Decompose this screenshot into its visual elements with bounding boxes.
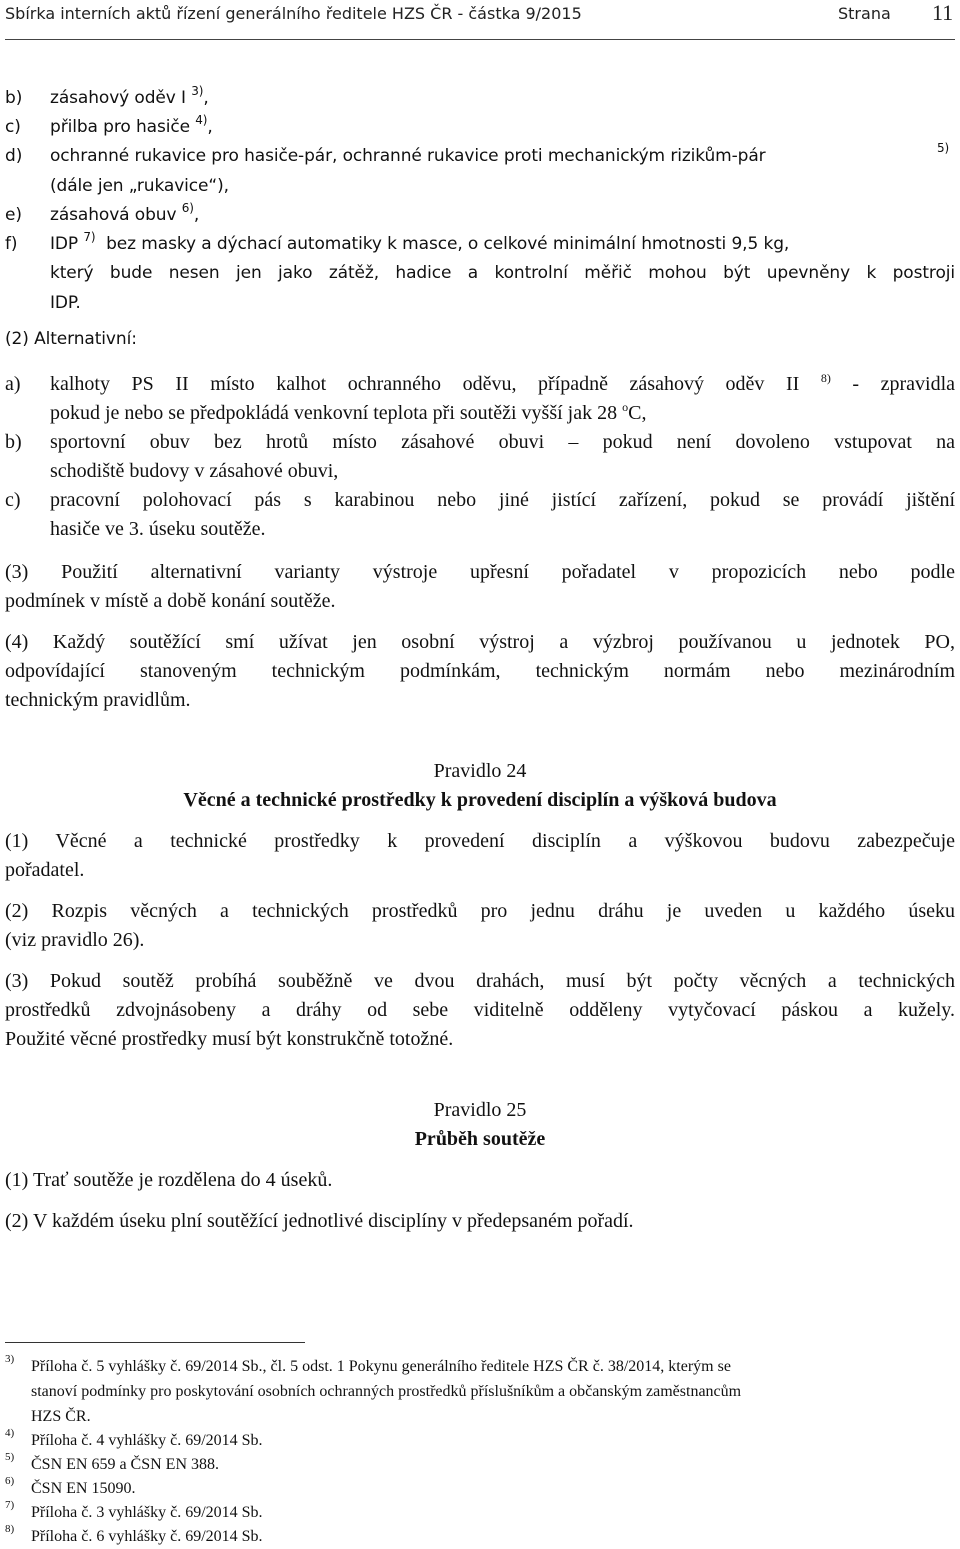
para3-line2: podmínek v místě a době konání soutěže.: [5, 590, 336, 612]
alt-item-b: sportovní obuv bez hrotů místo zásahové obuvi – pokud není dovoleno vstupovat na: [50, 431, 955, 453]
list-text: kalhoty PS II místo kalhot ochranného oděvu, případně zásahový oděv II: [50, 373, 800, 395]
footnote-6: ČSN EN 15090.: [31, 1480, 136, 1497]
footnote-8: Příloha č. 6 vyhlášky č. 69/2014 Sb.: [31, 1528, 263, 1545]
footnote-ref: 6): [181, 201, 194, 215]
list-text: IDP: [50, 234, 79, 254]
rule24-title: Pravidlo 24: [433, 760, 527, 782]
list-text: bez masky a dýchací automatiky k masce, o celkové minimální hmotnosti 9,5 kg,: [106, 234, 790, 254]
list-label: b): [5, 88, 23, 108]
rule24-p2-line1: (2) Rozpis věcných a technických prostředků pro jednu dráhu je uveden u každého úseku: [5, 900, 955, 922]
para4-line2: odpovídající stanoveným technickým podmínkám, technickým normám nebo mezinárodním: [5, 660, 955, 682]
rule24-p2-line2: (viz pravidlo 26).: [5, 929, 145, 951]
footnote-divider: [5, 1342, 305, 1343]
alt-item-b-label: b): [5, 431, 22, 453]
list-text-continued: (dále jen „rukavice“),: [50, 176, 229, 196]
footnote-3-line2: stanoví podmínky pro poskytování osobních ochranných prostředků příslušníkům a občanským zaměstnancům: [31, 1383, 742, 1400]
header-divider: [5, 39, 955, 40]
footnote-3-line1: Příloha č. 5 vyhlášky č. 69/2014 Sb., čl. 5 odst. 1 Pokynu generálního ředitele HZS ČR č. 38/2014, kterým se: [31, 1358, 731, 1375]
alt-item-c-label: c): [5, 489, 21, 511]
header-page-label: Strana: [838, 4, 891, 23]
punctuation: ,: [203, 88, 209, 108]
alternative-heading: (2) Alternativní:: [5, 329, 137, 349]
footnote-marker: 6): [5, 1475, 15, 1487]
list-text: přilba pro hasiče: [50, 117, 190, 137]
footnote-ref: 3): [191, 84, 204, 98]
rule24-p1-line2: pořadatel.: [5, 859, 85, 881]
list-text: - zpravidla: [852, 373, 956, 395]
degree-sign: o: [622, 400, 629, 414]
para3-line1: (3) Použití alternativní varianty výstroje upřesní pořadatel v propozicích nebo podle: [5, 561, 955, 583]
rule24-p3-line1: (3) Pokud soutěž probíhá souběžně ve dvou drahách, musí být počty věcných a technických: [5, 970, 955, 992]
list-text: pokud je nebo se předpokládá venkovní teplota při soutěži vyšší jak 28: [50, 402, 618, 424]
footnote-5: ČSN EN 659 a ČSN EN 388.: [31, 1456, 220, 1473]
footnote-marker: 3): [5, 1353, 15, 1365]
rule25-subtitle: Průběh soutěže: [414, 1128, 546, 1150]
alt-item-c: pracovní polohovací pás s karabinou nebo jiné jistící zařízení, pokud se provádí jištění: [50, 489, 955, 511]
footnote-marker: 7): [5, 1499, 15, 1511]
footnote-7: Příloha č. 3 vyhlášky č. 69/2014 Sb.: [31, 1504, 263, 1521]
footnote-marker: 4): [5, 1427, 15, 1439]
list-item-c: [5, 113, 213, 137]
list-item-d: d) ochranné rukavice pro hasiče-pár, ochranné rukavice proti mechanickým rizikům-pár 5): [5, 141, 950, 166]
footnote-ref: 8): [820, 371, 831, 385]
rule24-subtitle: Věcné a technické prostředky k provedení disciplín a výšková budova: [183, 789, 777, 811]
footnote-marker: 8): [5, 1523, 15, 1535]
footnote-ref: 4): [195, 113, 208, 127]
rule24-p3-line3: Použité věcné prostředky musí být konstrukčně totožné.: [5, 1028, 454, 1050]
header-page-number: 11: [932, 0, 954, 25]
alt-item-a-label: a): [5, 373, 21, 395]
list-text: zásahový oděv I: [50, 88, 186, 108]
list-label: d): [5, 146, 23, 166]
punctuation: ,: [207, 117, 213, 137]
list-label: f): [5, 234, 18, 254]
page-header: [0, 0, 960, 30]
rule25-title: Pravidlo 25: [433, 1099, 527, 1121]
rule24-p1-line1: (1) Věcné a technické prostředky k provedení disciplín a výškovou budovu zabezpečuje: [5, 830, 955, 852]
list-text: zásahová obuv: [50, 205, 177, 225]
list-text-continued: IDP.: [50, 293, 81, 313]
footnote-3-line3: HZS ČR.: [31, 1408, 91, 1425]
header-title: Sbírka interních aktů řízení generálního ředitele HZS ČR - částka 9/2015: [5, 4, 582, 23]
rule24-p3-line2: prostředků zdvojnásobeny a dráhy od sebe viditelně odděleny vytyčovací páskou a kužely.: [5, 999, 955, 1021]
alt-item-a-line2: [50, 400, 647, 424]
list-item-f: [5, 230, 790, 254]
list-item-b: [5, 84, 209, 108]
para4-line3: technickým pravidlům.: [5, 689, 191, 711]
list-label: c): [5, 117, 21, 137]
alt-item-b-line2: schodiště budovy v zásahové obuvi,: [50, 460, 339, 482]
list-item-e: [5, 201, 200, 225]
punctuation: ,: [193, 205, 200, 225]
footnote-ref: 7): [83, 230, 96, 244]
footnote-4: Příloha č. 4 vyhlášky č. 69/2014 Sb.: [31, 1432, 263, 1449]
list-text-continued: který bude nesen jen jako zátěž, hadice a kontrolní měřič mohou být upevněny k postroji: [50, 263, 955, 283]
list-text: ochranné rukavice pro hasiče-pár, ochranné rukavice proti mechanickým rizikům-pár: [50, 146, 766, 166]
rule25-p2: (2) V každém úseku plní soutěžící jednotlivé disciplíny v předepsaném pořadí.: [5, 1210, 634, 1232]
alt-item-c-line2: hasiče ve 3. úseku soutěže.: [50, 518, 266, 540]
list-text: C,: [628, 402, 647, 424]
list-label: e): [5, 205, 22, 225]
rule25-p1: (1) Trať soutěže je rozdělena do 4 úseků.: [5, 1169, 333, 1191]
para4-line1: (4) Každý soutěžící smí užívat jen osobní výstroj a výzbroj používanou u jednotek PO,: [5, 631, 955, 653]
alt-item-a: [50, 371, 956, 396]
footnote-marker: 5): [5, 1451, 15, 1463]
